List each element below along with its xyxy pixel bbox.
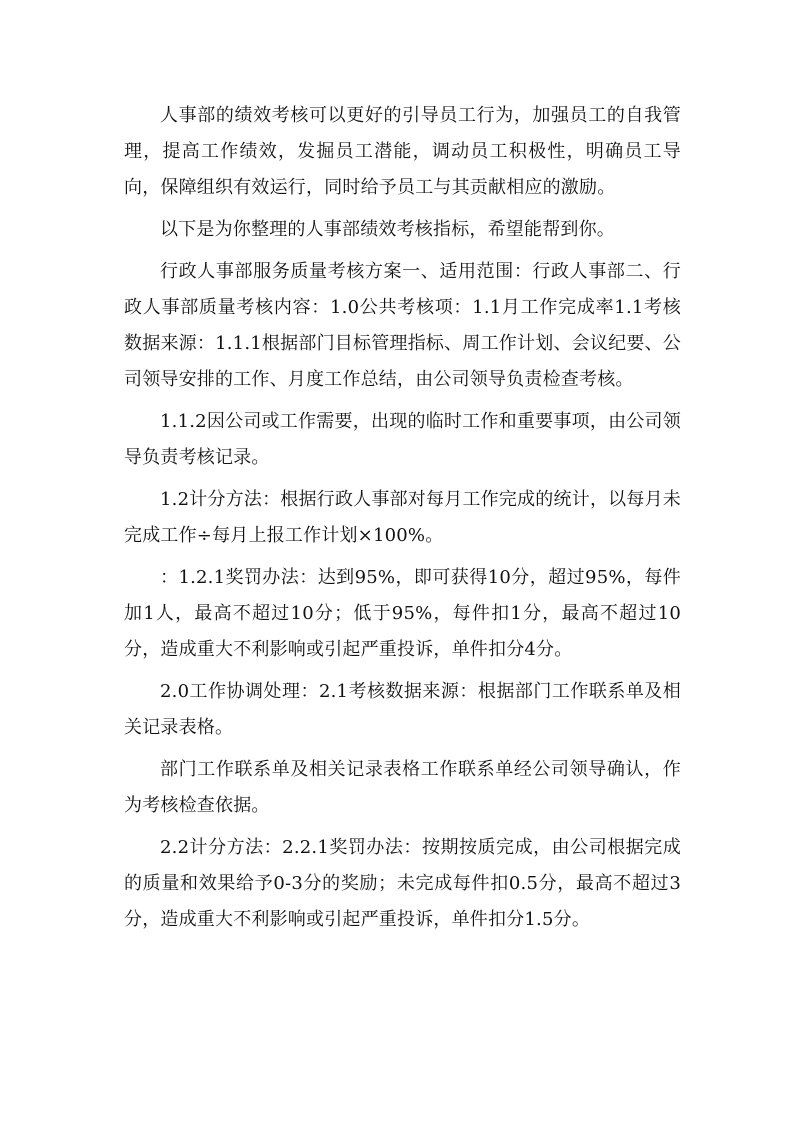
paragraph-scope: 行政人事部服务质量考核方案一、适用范围：行政人事部二、行政人事部质量考核内容：1.0公共考核项：1.1月工作完成率1.1考核数据来源：1.1.1根据部门目标管理指标、周工作计划、会议纪要、公司领导安排的工作、月度工作总结，由公司领导负责检查考核。 [124,261,681,390]
paragraph-2-0: 2.0工作协调处理：2.1考核数据来源：根据部门工作联系单及相关记录表格。 [124,681,681,738]
paragraph-1-2: 1.2计分方法：根据行政人事部对每月工作完成的统计，以每月未完成工作÷每月上报工作计划×100%。 [124,489,681,546]
paragraph-2-2: 2.2计分方法：2.2.1奖罚办法：按期按质完成，由公司根据完成的质量和效果给予0-3分的奖励；未完成每件扣0.5分，最高不超过3分，造成重大不利影响或引起严重投诉，单件扣分1.5分。 [124,837,681,930]
paragraph-2-1-note: 部门工作联系单及相关记录表格工作联系单经公司领导确认，作为考核检查依据。 [124,759,681,816]
paragraph-intro: 人事部的绩效考核可以更好的引导员工行为，加强员工的自我管理，提高工作绩效，发掘员工潜能，调动员工积极性，明确员工导向，保障组织有效运行，同时给予员工与其贡献相应的激励。 [124,105,681,198]
paragraph-1-2-1: ：1.2.1奖罚办法：达到95%，即可获得10分，超过95%，每件加1人，最高不超过10分；低于95%，每件扣1分，最高不超过10分，造成重大不利影响或引起严重投诉，单件扣分4分。 [124,567,681,660]
document-body [124,98,681,944]
paragraph-lead: 以下是为你整理的人事部绩效考核指标，希望能帮到你。 [160,219,615,240]
paragraph-1-1-2: 1.1.2因公司或工作需要，出现的临时工作和重要事项，由公司领导负责考核记录。 [124,411,681,468]
